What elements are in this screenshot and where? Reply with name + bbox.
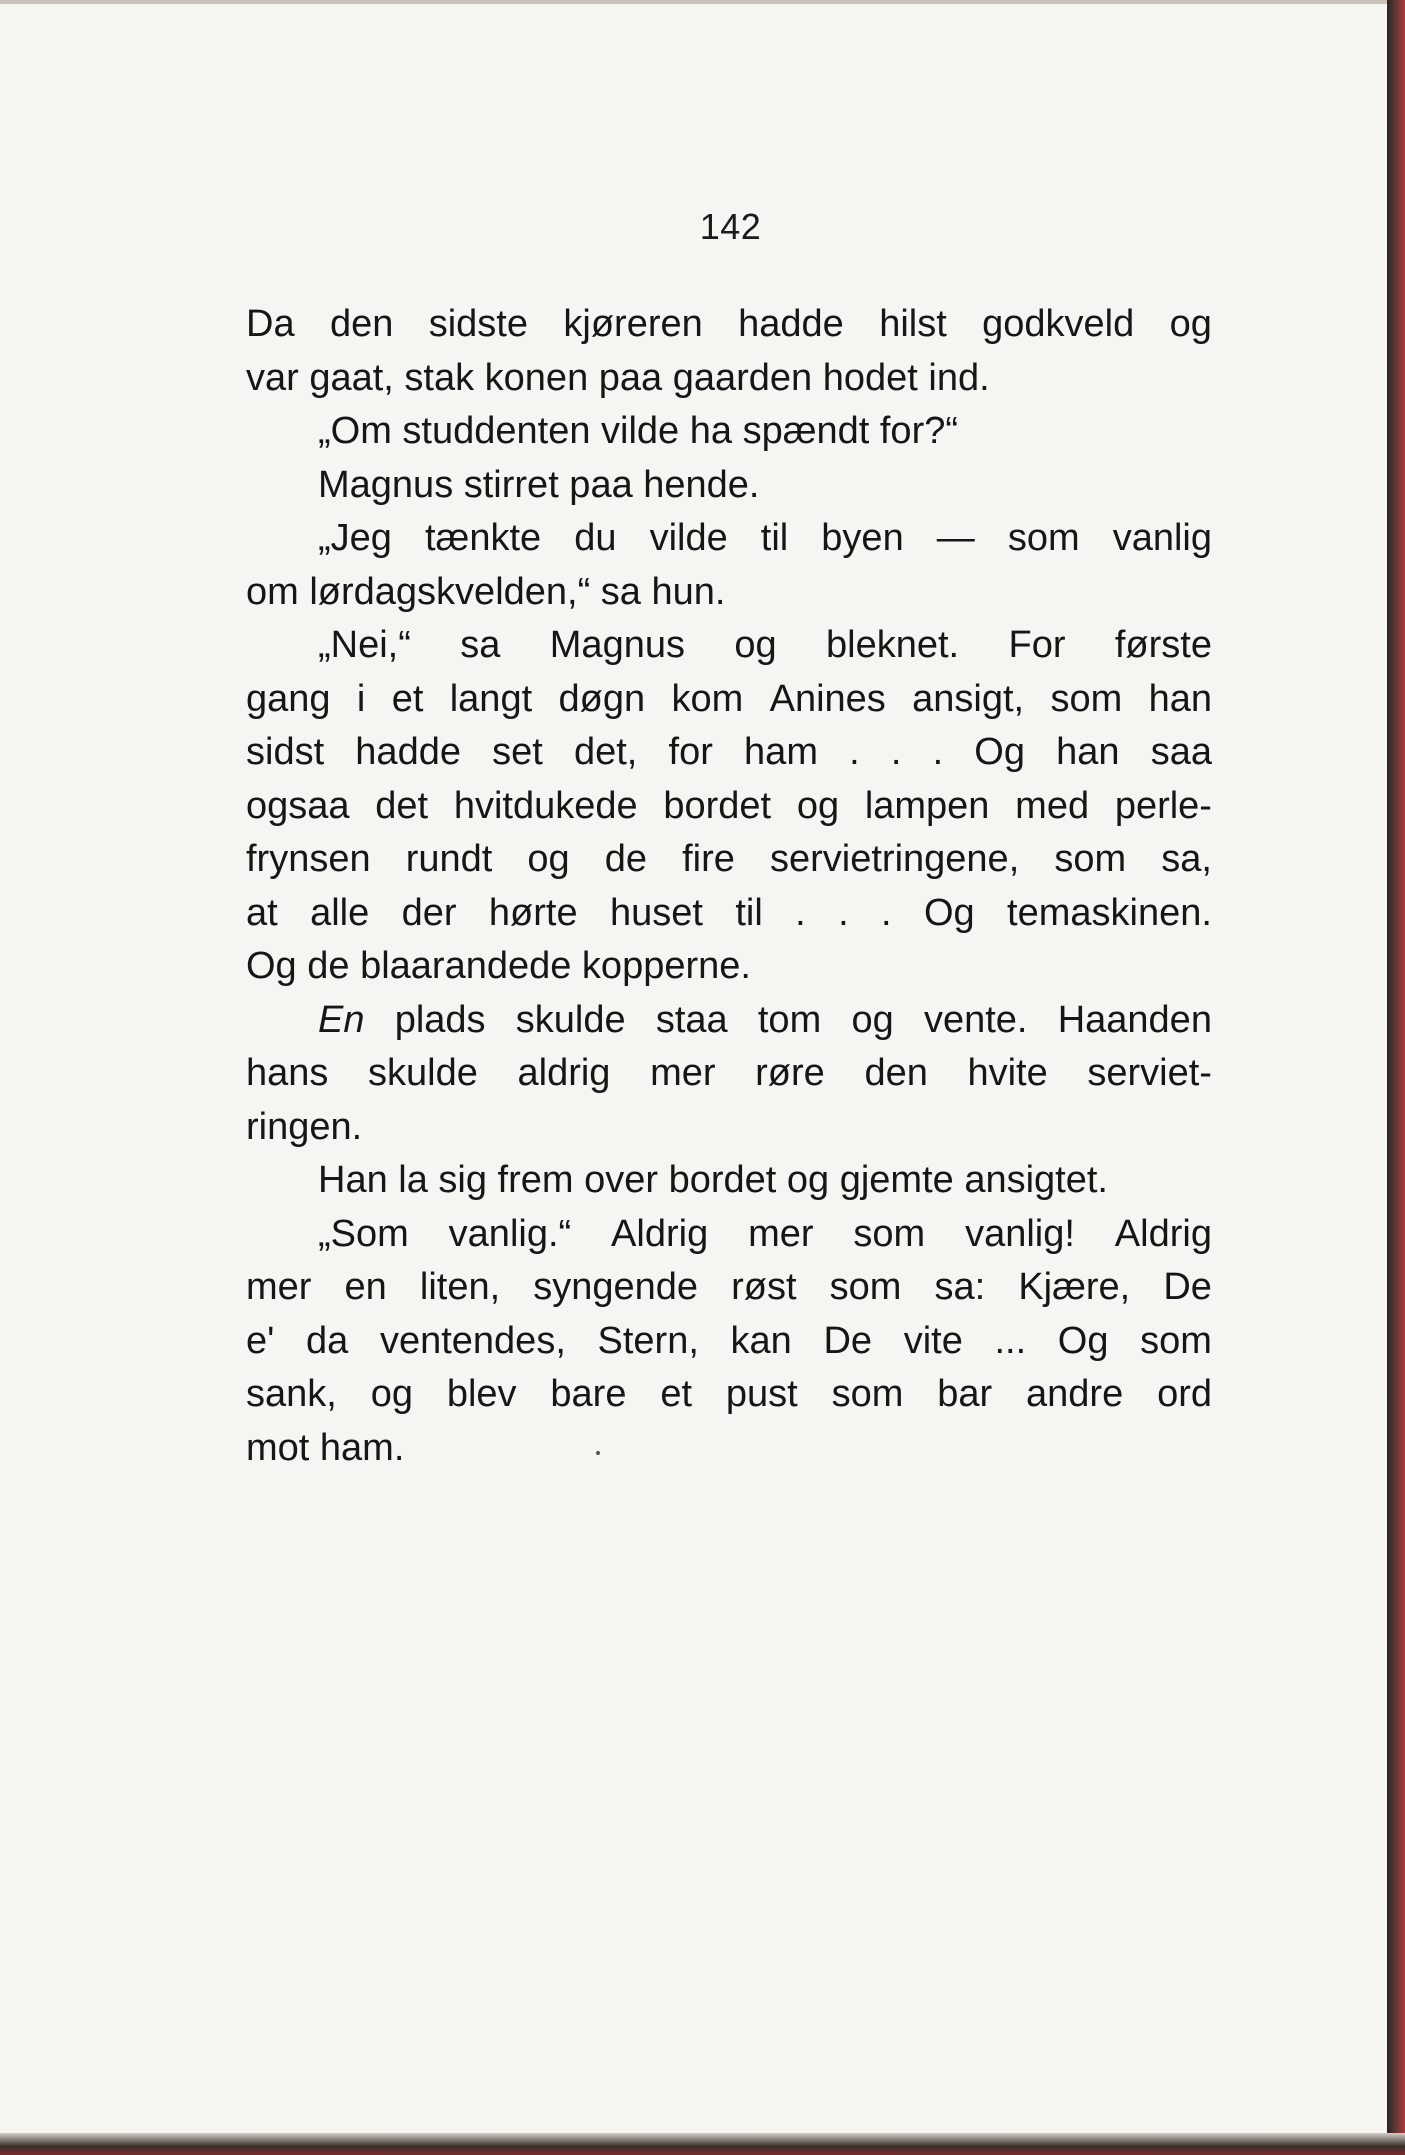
word: og	[527, 838, 570, 880]
word: andre	[1026, 1373, 1124, 1415]
word: ...	[994, 1319, 1027, 1362]
text-line	[246, 780, 1212, 834]
word: og	[1169, 303, 1212, 345]
word: sidst	[246, 731, 325, 773]
text-line: mot ham.	[246, 1426, 405, 1469]
word: et	[660, 1373, 693, 1415]
word: .	[795, 891, 806, 934]
word: Og	[923, 891, 975, 934]
word: En	[318, 998, 365, 1041]
word: langt	[449, 677, 533, 720]
word: en	[344, 1266, 387, 1308]
word: og	[370, 1373, 413, 1415]
word: sank,	[246, 1373, 337, 1415]
word: serviet-	[1087, 1052, 1212, 1094]
word: liten,	[419, 1266, 501, 1308]
word: servietringene,	[770, 838, 1020, 880]
text-line	[246, 1208, 1212, 1262]
text-line	[246, 1261, 1212, 1315]
word: gang	[246, 677, 331, 720]
word: ord	[1157, 1373, 1212, 1415]
text-line	[246, 619, 1212, 673]
word: ogsaa	[246, 784, 350, 827]
page-bottom-edge	[0, 2133, 1405, 2155]
text-line	[246, 887, 1212, 941]
text-line	[246, 994, 1212, 1048]
word: hans	[246, 1052, 329, 1094]
word: kjøreren	[563, 303, 703, 345]
word: ventendes,	[379, 1319, 566, 1362]
word: sa	[460, 624, 501, 666]
word: frynsen	[246, 838, 371, 880]
word: e'	[246, 1319, 275, 1362]
word: og	[796, 784, 840, 827]
word: han	[1056, 731, 1120, 773]
word: røst	[731, 1266, 797, 1308]
word: blev	[446, 1373, 517, 1415]
word: For	[1008, 624, 1066, 666]
word: og	[851, 998, 894, 1041]
text-line	[246, 673, 1212, 727]
word: Anines	[769, 677, 886, 720]
word: den	[864, 1052, 928, 1094]
word: .	[849, 731, 860, 773]
word: du	[574, 517, 617, 559]
word: hadde	[738, 303, 844, 345]
word: godkveld	[982, 303, 1135, 345]
text-line	[246, 1368, 1212, 1422]
word: .	[881, 891, 892, 934]
text-line: „Om studdenten vilde ha spændt for?“	[318, 410, 959, 452]
word: første	[1114, 624, 1212, 666]
word: sidste	[428, 303, 529, 345]
word: syngende	[533, 1266, 699, 1308]
word: da	[306, 1319, 349, 1362]
text-line: var gaat, stak konen paa gaarden hodet ind.	[246, 356, 990, 399]
text-line: Og de blaarandede kopperne.	[246, 945, 751, 987]
word: tænkte	[424, 517, 542, 559]
word: for	[668, 731, 713, 773]
text-line	[246, 298, 1212, 352]
word: aldrig	[517, 1052, 611, 1094]
word: —	[936, 517, 975, 559]
word: han	[1148, 677, 1212, 720]
word: mer	[650, 1052, 716, 1094]
word: kom	[671, 677, 744, 720]
word: Aldrig	[611, 1212, 709, 1255]
word: kan	[730, 1319, 792, 1362]
page-top-edge	[0, 0, 1405, 4]
word: hilst	[879, 303, 947, 345]
text-line	[246, 1047, 1212, 1101]
word: der	[401, 891, 457, 934]
word: som	[1140, 1319, 1212, 1362]
word: alle	[310, 891, 370, 934]
text-line	[246, 1315, 1212, 1369]
text-line: Magnus stirret paa hende.	[318, 463, 760, 506]
word: „Jeg	[318, 517, 392, 559]
word: det,	[573, 731, 638, 773]
word: vanlig!	[965, 1212, 1075, 1255]
word: det	[375, 784, 429, 827]
word: saa	[1150, 731, 1212, 773]
word: vanlig.“	[448, 1212, 572, 1255]
word: Og	[1057, 1319, 1109, 1362]
word: rundt	[405, 838, 493, 880]
word: hvitdukede	[453, 784, 638, 827]
body-text	[246, 298, 1212, 1475]
word: i	[356, 677, 366, 720]
word: sa,	[1161, 838, 1212, 880]
word: og	[734, 624, 777, 666]
word: plads	[394, 998, 486, 1041]
text-line	[246, 833, 1212, 887]
word: som	[1050, 677, 1123, 720]
word: .	[838, 891, 849, 934]
page-number: 142	[699, 206, 762, 247]
word: mer	[748, 1212, 814, 1255]
word: til	[735, 891, 763, 934]
word: ansigt,	[912, 677, 1025, 720]
word: de	[604, 838, 648, 880]
text-line: Han la sig frem over bordet og gjemte ansigtet.	[318, 1159, 1108, 1201]
word: hvite	[967, 1052, 1048, 1094]
word: med	[1015, 784, 1090, 827]
ink-speck	[596, 1451, 600, 1455]
word: hadde	[355, 731, 461, 773]
word: De	[1163, 1266, 1212, 1308]
word: „Nei,“	[318, 624, 411, 666]
word: Haanden	[1057, 998, 1212, 1041]
word: staa	[655, 998, 728, 1041]
word: skulde	[368, 1052, 478, 1094]
word: .	[890, 731, 902, 773]
word: sa:	[934, 1266, 986, 1308]
word: bar	[937, 1373, 993, 1415]
word: døgn	[558, 677, 646, 720]
word: Magnus	[549, 624, 685, 666]
word: som	[1054, 838, 1127, 880]
word: set	[492, 731, 543, 773]
word: Aldrig	[1114, 1212, 1212, 1255]
word: perle-	[1114, 784, 1212, 827]
word: at	[246, 891, 278, 934]
word: vanlig	[1112, 517, 1212, 559]
word: De	[823, 1319, 873, 1362]
word: den	[329, 303, 394, 345]
word: lampen	[864, 784, 990, 827]
word: som	[831, 1373, 904, 1415]
word: tom	[757, 998, 822, 1041]
word: et	[391, 677, 424, 720]
word: temaskinen.	[1007, 891, 1212, 934]
text-line	[246, 726, 1212, 780]
word: som	[853, 1212, 926, 1255]
word: som	[1007, 517, 1080, 559]
text-line: ringen.	[246, 1105, 363, 1148]
word: vite	[903, 1319, 963, 1362]
word: bleknet.	[826, 624, 960, 666]
word: „Som	[318, 1212, 409, 1255]
word: mer	[246, 1266, 312, 1308]
word: huset	[609, 891, 703, 934]
word: røre	[755, 1052, 825, 1094]
word: vente.	[923, 998, 1028, 1041]
word: bordet	[663, 784, 772, 827]
text-line	[246, 512, 1212, 566]
word: .	[932, 731, 944, 773]
word: fire	[682, 838, 735, 880]
word: pust	[725, 1373, 798, 1415]
word: Da	[246, 303, 295, 345]
word: som	[829, 1266, 902, 1308]
word: hørte	[488, 891, 578, 934]
word: bare	[550, 1373, 627, 1415]
word: Og	[974, 731, 1025, 773]
word: vilde	[649, 517, 728, 559]
word: skulde	[515, 998, 626, 1041]
word: byen	[821, 517, 904, 559]
text-line: om lørdagskvelden,“ sa hun.	[246, 570, 726, 613]
word: til	[760, 517, 789, 559]
word: Stern,	[597, 1319, 699, 1362]
word: ham	[744, 731, 818, 773]
word: Kjære,	[1018, 1266, 1131, 1308]
page-right-edge	[1387, 0, 1405, 2155]
